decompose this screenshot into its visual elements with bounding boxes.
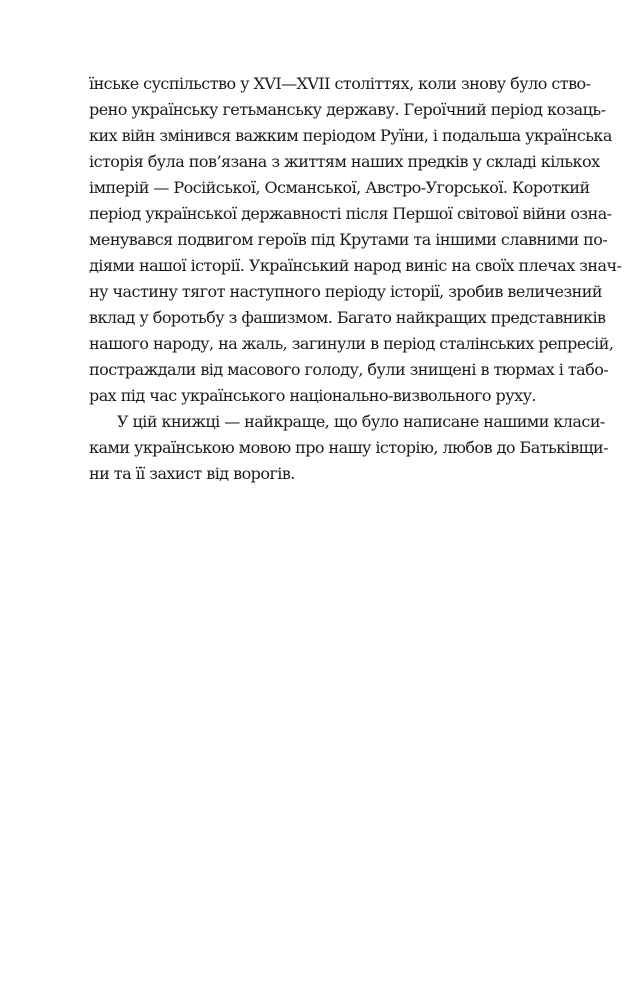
text-line: ни та її захист від ворогів. (89, 464, 295, 483)
text-line: ками українською мовою про нашу історію, любов до Батьківщи- (89, 438, 608, 457)
text-line: рах під час українського національно-визвольного руху. (89, 386, 536, 405)
text-line: їнське суспільство у XVI—XVII століттях, коли знову було ство- (89, 74, 591, 93)
text-line: імперій — Російської, Османської, Австро-Угорської. Короткий (89, 178, 590, 197)
body-text (89, 71, 622, 487)
text-line: період української державності після Першої світової війни озна- (89, 204, 612, 223)
text-line: вклад у боротьбу з фашизмом. Багато найкращих представників (89, 308, 606, 327)
text-line: діями нашої історії. Український народ виніс на своїх плечах знач- (89, 256, 622, 275)
text-line: ких війн змінився важким періодом Руїни, і подальша українська (89, 126, 612, 145)
text-line: У цій книжці — найкраще, що було написане нашими класи- (117, 412, 605, 431)
text-line: ну частину тягот наступного періоду історії, зробив величезний (89, 282, 602, 301)
text-line: постраждали від масового голоду, були знищені в тюрмах і табо- (89, 360, 609, 379)
text-line: історія була пов’язана з життям наших предків у складі кількох (89, 152, 600, 171)
text-line: рено українську гетьманську державу. Героїчний період козаць- (89, 100, 606, 119)
text-line: нашого народу, на жаль, загинули в період сталінських репресій, (89, 334, 614, 353)
text-line: менувався подвигом героїв під Крутами та іншими славними по- (89, 230, 608, 249)
